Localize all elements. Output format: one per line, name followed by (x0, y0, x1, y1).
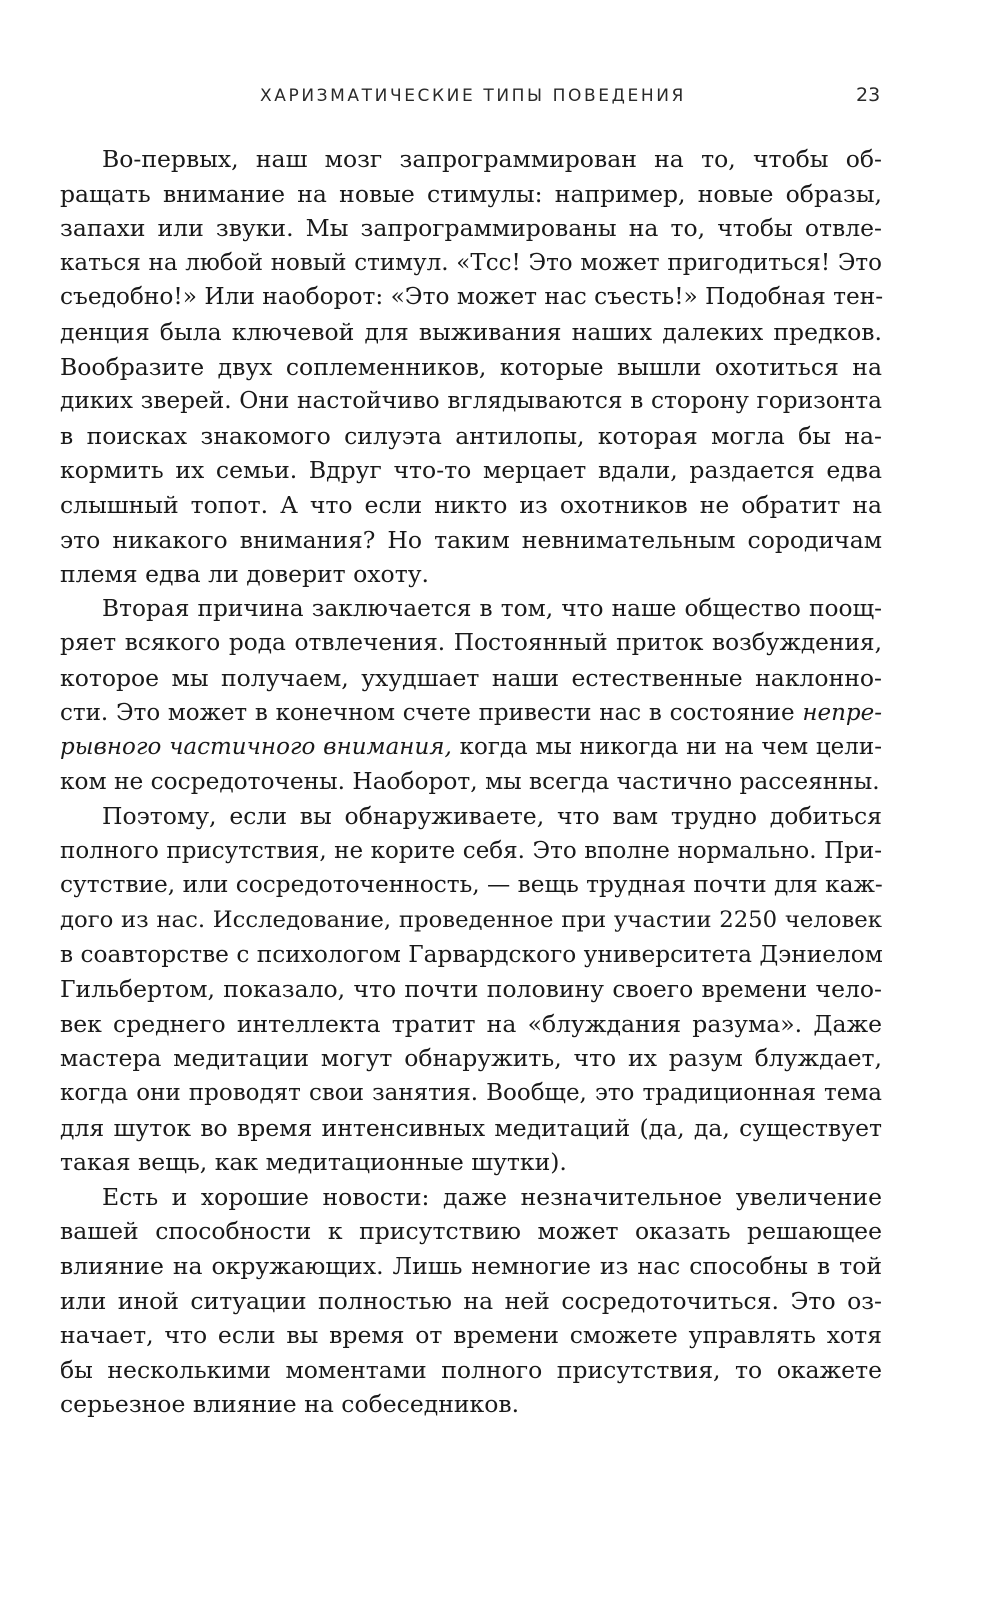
text-line: каться на любой новый стимул. «Тсс! Это может пригодиться! Это (60, 249, 882, 276)
text-line: век среднего интеллекта тратит на «блуждания разума». Даже (60, 1009, 882, 1038)
text-segment: когда мы никогда ни на чем цели- (459, 734, 883, 761)
text-line: или иной ситуации полностью на ней сосредоточиться. Это оз- (60, 1286, 882, 1315)
text-line: бы несколькими моментами полного присутствия, то окажете (60, 1355, 882, 1384)
text-line: Вторая причина заключается в том, что наше общество поощ- (102, 594, 882, 622)
text-line-with-emphasis (60, 696, 882, 731)
text-line: племя едва ли доверит охоту. (60, 560, 430, 589)
italic-term: непре- (802, 699, 883, 726)
text-line: ком не сосредоточены. Наоборот, мы всегда частично рассеянны. (60, 767, 880, 795)
text-line: ряет всякого рода отвлечения. Постоянный приток возбуждения, (60, 629, 882, 657)
text-line: влияние на окружающих. Лишь немногие из нас способны в той (60, 1252, 882, 1280)
text-line: денция была ключевой для выживания наших далеких предков. (60, 317, 882, 346)
text-line: запахи или звуки. Мы запрограммированы на то, чтобы отвле- (60, 214, 882, 243)
text-line: Вообразите двух соплеменников, которые вышли охотиться на (60, 352, 882, 381)
text-line: съедобно!» Или наоборот: «Это может нас съесть!» Подобная тен- (60, 283, 884, 311)
text-line: которое мы получаем, ухудшает наши естественные наклонно- (60, 663, 882, 692)
text-line: сутствие, или сосредоточенность, — вещь трудная почти для каж- (60, 871, 883, 899)
running-title: ХАРИЗМАТИЧЕСКИЕ ТИПЫ ПОВЕДЕНИЯ (260, 86, 686, 106)
text-line: такая вещь, как медитационные шутки). (60, 1148, 567, 1177)
text-line: диких зверей. Они настойчиво вглядываются в сторону горизонта (60, 387, 882, 415)
text-line: для шуток во время интенсивных медитаций (да, да, существует (60, 1113, 882, 1142)
text-line: в поисках знакомого силуэта антилопы, которая могла бы на- (60, 421, 882, 450)
text-line: это никакого внимания? Но таким невнимательным сородичам (60, 525, 882, 554)
text-line-with-emphasis (60, 730, 882, 765)
body-text (60, 142, 882, 1422)
text-line: мастера медитации могут обнаружить, что их разум блуждает, (60, 1044, 882, 1073)
text-line: Гильбертом, показало, что почти половину своего времени чело- (60, 975, 882, 1004)
text-line: в соавторстве с психологом Гарвардского университета Дэниелом (60, 940, 883, 968)
text-line: полного присутствия, не корите себя. Это вполне нормально. При- (60, 837, 882, 864)
text-line: начает, что если вы время от времени сможете управлять хотя (60, 1321, 882, 1350)
text-segment: сти. Это может в конечном счете привести нас в состояние (60, 699, 795, 726)
text-line: ращать внимание на новые стимулы: например, новые образы, (60, 179, 882, 208)
running-head (0, 86, 1000, 116)
text-line: когда они проводят свои занятия. Вообще, это традиционная тема (60, 1080, 882, 1107)
text-line: Во-первых, наш мозг запрограммирован на то, чтобы об- (102, 145, 882, 173)
text-line: кормить их семьи. Вдруг что-то мерцает вдали, раздается едва (60, 456, 882, 485)
page-number: 23 (856, 84, 881, 106)
text-line: серьезное влияние на собеседников. (60, 1390, 520, 1419)
text-line: вашей способности к присутствию может оказать решающее (60, 1217, 882, 1246)
italic-term: рывного частичного внимания, (60, 734, 452, 761)
text-line: Есть и хорошие новости: даже незначительное увеличение (102, 1182, 882, 1211)
text-line: слышный топот. А что если никто из охотников не обратит на (60, 490, 882, 519)
text-line: дого из нас. Исследование, проведенное при участии 2250 человек (60, 907, 882, 934)
text-line: Поэтому, если вы обнаруживаете, что вам трудно добиться (102, 802, 882, 831)
